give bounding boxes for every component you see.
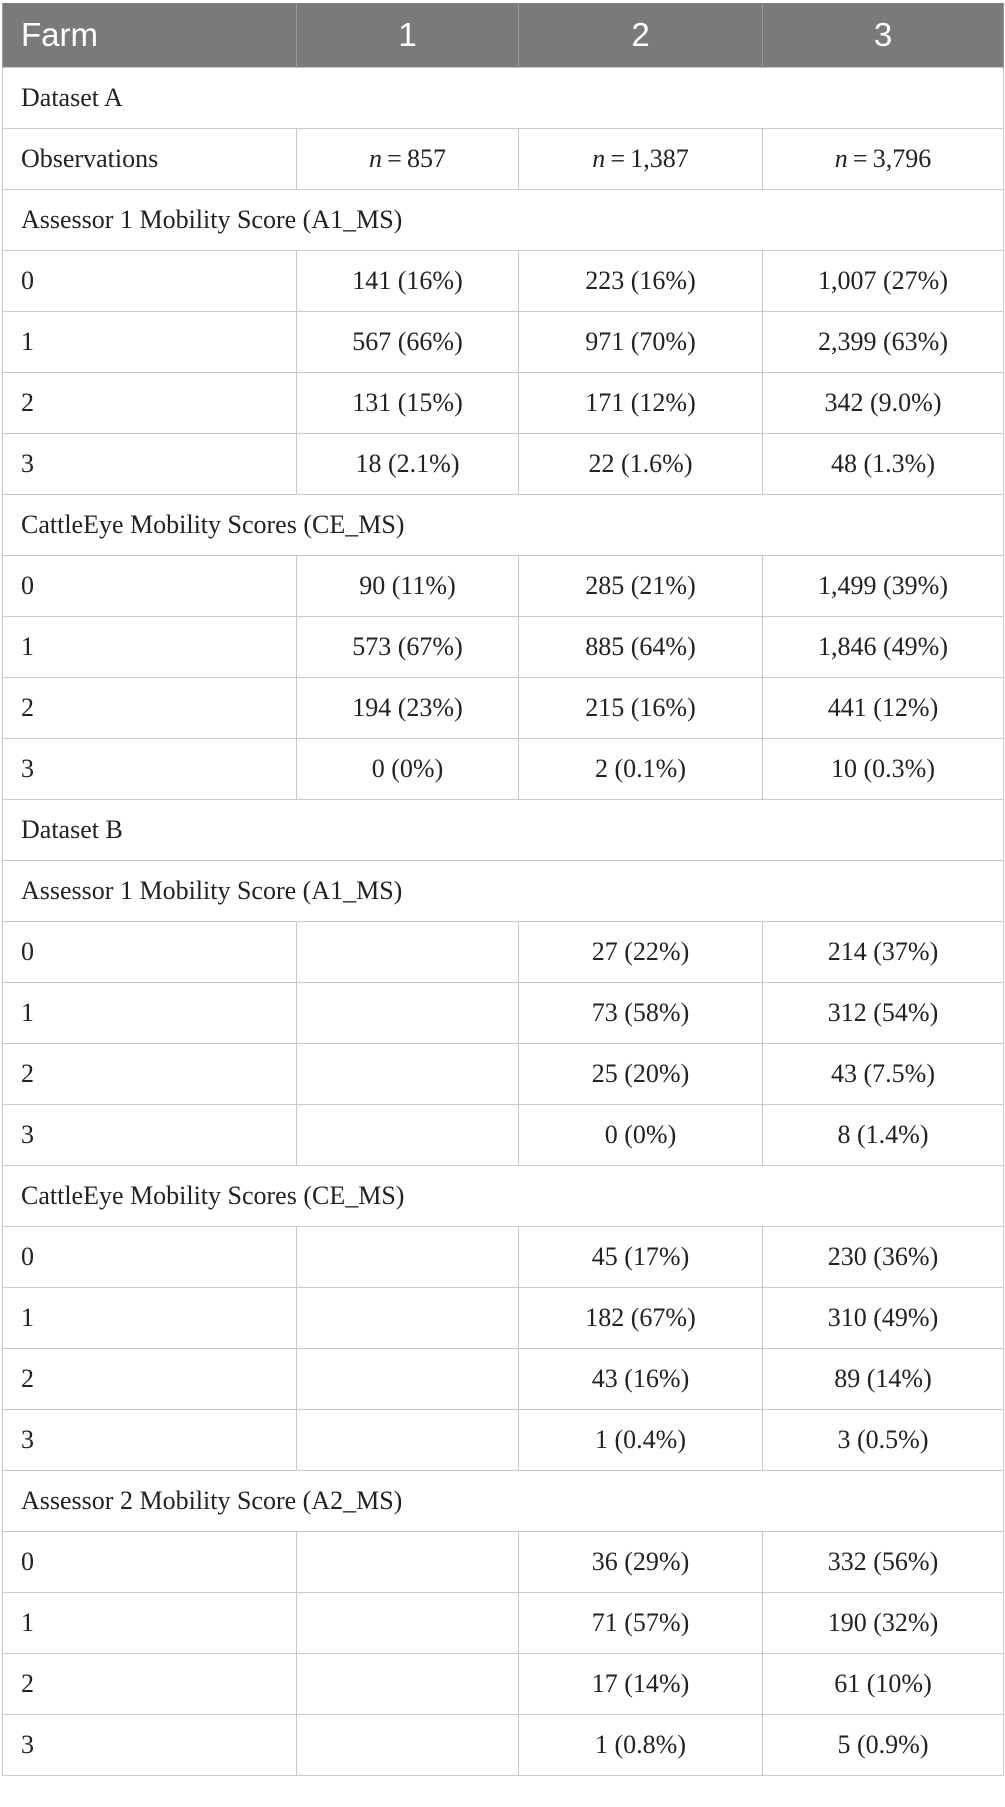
farm-2-cell: 1 (0.4%): [519, 1410, 763, 1471]
farm-1-cell: 141 (16%): [297, 251, 519, 312]
n-symbol: n: [834, 144, 848, 173]
farm-3-cell: 3 (0.5%): [763, 1410, 1004, 1471]
farm-1-cell: [297, 983, 519, 1044]
table-row: [3, 1105, 1004, 1166]
section-row: [3, 1471, 1004, 1532]
header-farm-1: 1: [297, 3, 519, 68]
farm-3-cell: 214 (37%): [763, 922, 1004, 983]
farm-3-cell: 332 (56%): [763, 1532, 1004, 1593]
table-row: [3, 373, 1004, 434]
table-row: [3, 1593, 1004, 1654]
header-farm-3: 3: [763, 3, 1004, 68]
n-symbol: n: [592, 144, 606, 173]
score-label: 0: [3, 1532, 297, 1593]
section-row: [3, 68, 1004, 129]
farm-3-cell: 5 (0.9%): [763, 1715, 1004, 1776]
table-row: [3, 556, 1004, 617]
farm-1-cell: [297, 1532, 519, 1593]
farm-3-cell: 1,007 (27%): [763, 251, 1004, 312]
farm-1-cell: 131 (15%): [297, 373, 519, 434]
score-label: 2: [3, 373, 297, 434]
section-row: [3, 190, 1004, 251]
farm-2-cell: 171 (12%): [519, 373, 763, 434]
farm-2-cell: 43 (16%): [519, 1349, 763, 1410]
table-row: [3, 1044, 1004, 1105]
score-label: 0: [3, 1227, 297, 1288]
observations-count-3: [763, 129, 1004, 190]
score-label: 1: [3, 1288, 297, 1349]
farm-1-cell: [297, 1105, 519, 1166]
farm-3-cell: 61 (10%): [763, 1654, 1004, 1715]
observations-label: Observations: [3, 129, 297, 190]
table-row: [3, 739, 1004, 800]
farm-3-cell: 441 (12%): [763, 678, 1004, 739]
farm-1-cell: 194 (23%): [297, 678, 519, 739]
farm-1-cell: 567 (66%): [297, 312, 519, 373]
score-label: 0: [3, 922, 297, 983]
header-farm-2: 2: [519, 3, 763, 68]
score-label: 1: [3, 1593, 297, 1654]
farm-1-cell: [297, 1349, 519, 1410]
farm-2-cell: 215 (16%): [519, 678, 763, 739]
observations-count-1: [297, 129, 519, 190]
score-label: 2: [3, 678, 297, 739]
score-label: 3: [3, 1105, 297, 1166]
farm-3-cell: 230 (36%): [763, 1227, 1004, 1288]
farm-3-cell: 10 (0.3%): [763, 739, 1004, 800]
score-label: 2: [3, 1349, 297, 1410]
farm-3-cell: 310 (49%): [763, 1288, 1004, 1349]
farm-2-cell: 71 (57%): [519, 1593, 763, 1654]
farm-2-cell: 22 (1.6%): [519, 434, 763, 495]
farm-3-cell: 1,499 (39%): [763, 556, 1004, 617]
section-label: Assessor 1 Mobility Score (A1_MS): [3, 861, 1004, 922]
farm-3-cell: 89 (14%): [763, 1349, 1004, 1410]
farm-2-cell: 182 (67%): [519, 1288, 763, 1349]
table-row: [3, 1349, 1004, 1410]
n-symbol: n: [368, 144, 382, 173]
section-label: CattleEye Mobility Scores (CE_MS): [3, 495, 1004, 556]
section-label: Assessor 1 Mobility Score (A1_MS): [3, 190, 1004, 251]
farm-2-cell: 0 (0%): [519, 1105, 763, 1166]
farm-2-cell: 1 (0.8%): [519, 1715, 763, 1776]
n-value: = 3,796: [847, 144, 932, 173]
score-label: 2: [3, 1044, 297, 1105]
section-label: Dataset B: [3, 800, 1004, 861]
table-row: [3, 434, 1004, 495]
farm-3-cell: 190 (32%): [763, 1593, 1004, 1654]
farm-2-cell: 45 (17%): [519, 1227, 763, 1288]
table-row: [3, 617, 1004, 678]
farm-1-cell: [297, 1044, 519, 1105]
section-row: [3, 495, 1004, 556]
table-row: [3, 922, 1004, 983]
score-label: 1: [3, 983, 297, 1044]
score-label: 3: [3, 1715, 297, 1776]
score-label: 3: [3, 434, 297, 495]
farm-1-cell: [297, 1227, 519, 1288]
farm-2-cell: 223 (16%): [519, 251, 763, 312]
table-row: [3, 983, 1004, 1044]
mobility-score-table: [2, 3, 1004, 1776]
farm-1-cell: 90 (11%): [297, 556, 519, 617]
table-row: [3, 1227, 1004, 1288]
section-label: Dataset A: [3, 68, 1004, 129]
score-label: 1: [3, 312, 297, 373]
farm-2-cell: 2 (0.1%): [519, 739, 763, 800]
farm-3-cell: 8 (1.4%): [763, 1105, 1004, 1166]
observations-row: [3, 129, 1004, 190]
farm-2-cell: 36 (29%): [519, 1532, 763, 1593]
score-label: 0: [3, 251, 297, 312]
farm-1-cell: [297, 1715, 519, 1776]
n-value: = 857: [381, 144, 447, 173]
score-label: 3: [3, 739, 297, 800]
score-label: 1: [3, 617, 297, 678]
farm-3-cell: 43 (7.5%): [763, 1044, 1004, 1105]
table-row: [3, 312, 1004, 373]
section-row: [3, 1166, 1004, 1227]
section-row: [3, 861, 1004, 922]
score-label: 3: [3, 1410, 297, 1471]
score-label: 0: [3, 556, 297, 617]
farm-3-cell: 312 (54%): [763, 983, 1004, 1044]
farm-2-cell: 17 (14%): [519, 1654, 763, 1715]
farm-1-cell: [297, 1410, 519, 1471]
farm-2-cell: 27 (22%): [519, 922, 763, 983]
header-farm: Farm: [3, 3, 297, 68]
table-row: [3, 1410, 1004, 1471]
n-value: = 1,387: [605, 144, 689, 173]
observations-count-2: [519, 129, 763, 190]
table-body: [3, 68, 1004, 1776]
farm-2-cell: 885 (64%): [519, 617, 763, 678]
farm-1-cell: 18 (2.1%): [297, 434, 519, 495]
farm-1-cell: 0 (0%): [297, 739, 519, 800]
farm-1-cell: 573 (67%): [297, 617, 519, 678]
section-label: CattleEye Mobility Scores (CE_MS): [3, 1166, 1004, 1227]
table-row: [3, 1532, 1004, 1593]
farm-1-cell: [297, 1593, 519, 1654]
header-row: [3, 3, 1004, 68]
farm-1-cell: [297, 922, 519, 983]
table-row: [3, 678, 1004, 739]
farm-3-cell: 2,399 (63%): [763, 312, 1004, 373]
table-row: [3, 251, 1004, 312]
section-row: [3, 800, 1004, 861]
farm-2-cell: 73 (58%): [519, 983, 763, 1044]
farm-2-cell: 285 (21%): [519, 556, 763, 617]
farm-3-cell: 342 (9.0%): [763, 373, 1004, 434]
score-label: 2: [3, 1654, 297, 1715]
section-label: Assessor 2 Mobility Score (A2_MS): [3, 1471, 1004, 1532]
farm-2-cell: 971 (70%): [519, 312, 763, 373]
table-row: [3, 1288, 1004, 1349]
farm-3-cell: 1,846 (49%): [763, 617, 1004, 678]
farm-2-cell: 25 (20%): [519, 1044, 763, 1105]
table-row: [3, 1715, 1004, 1776]
farm-1-cell: [297, 1288, 519, 1349]
farm-1-cell: [297, 1654, 519, 1715]
farm-3-cell: 48 (1.3%): [763, 434, 1004, 495]
table-row: [3, 1654, 1004, 1715]
